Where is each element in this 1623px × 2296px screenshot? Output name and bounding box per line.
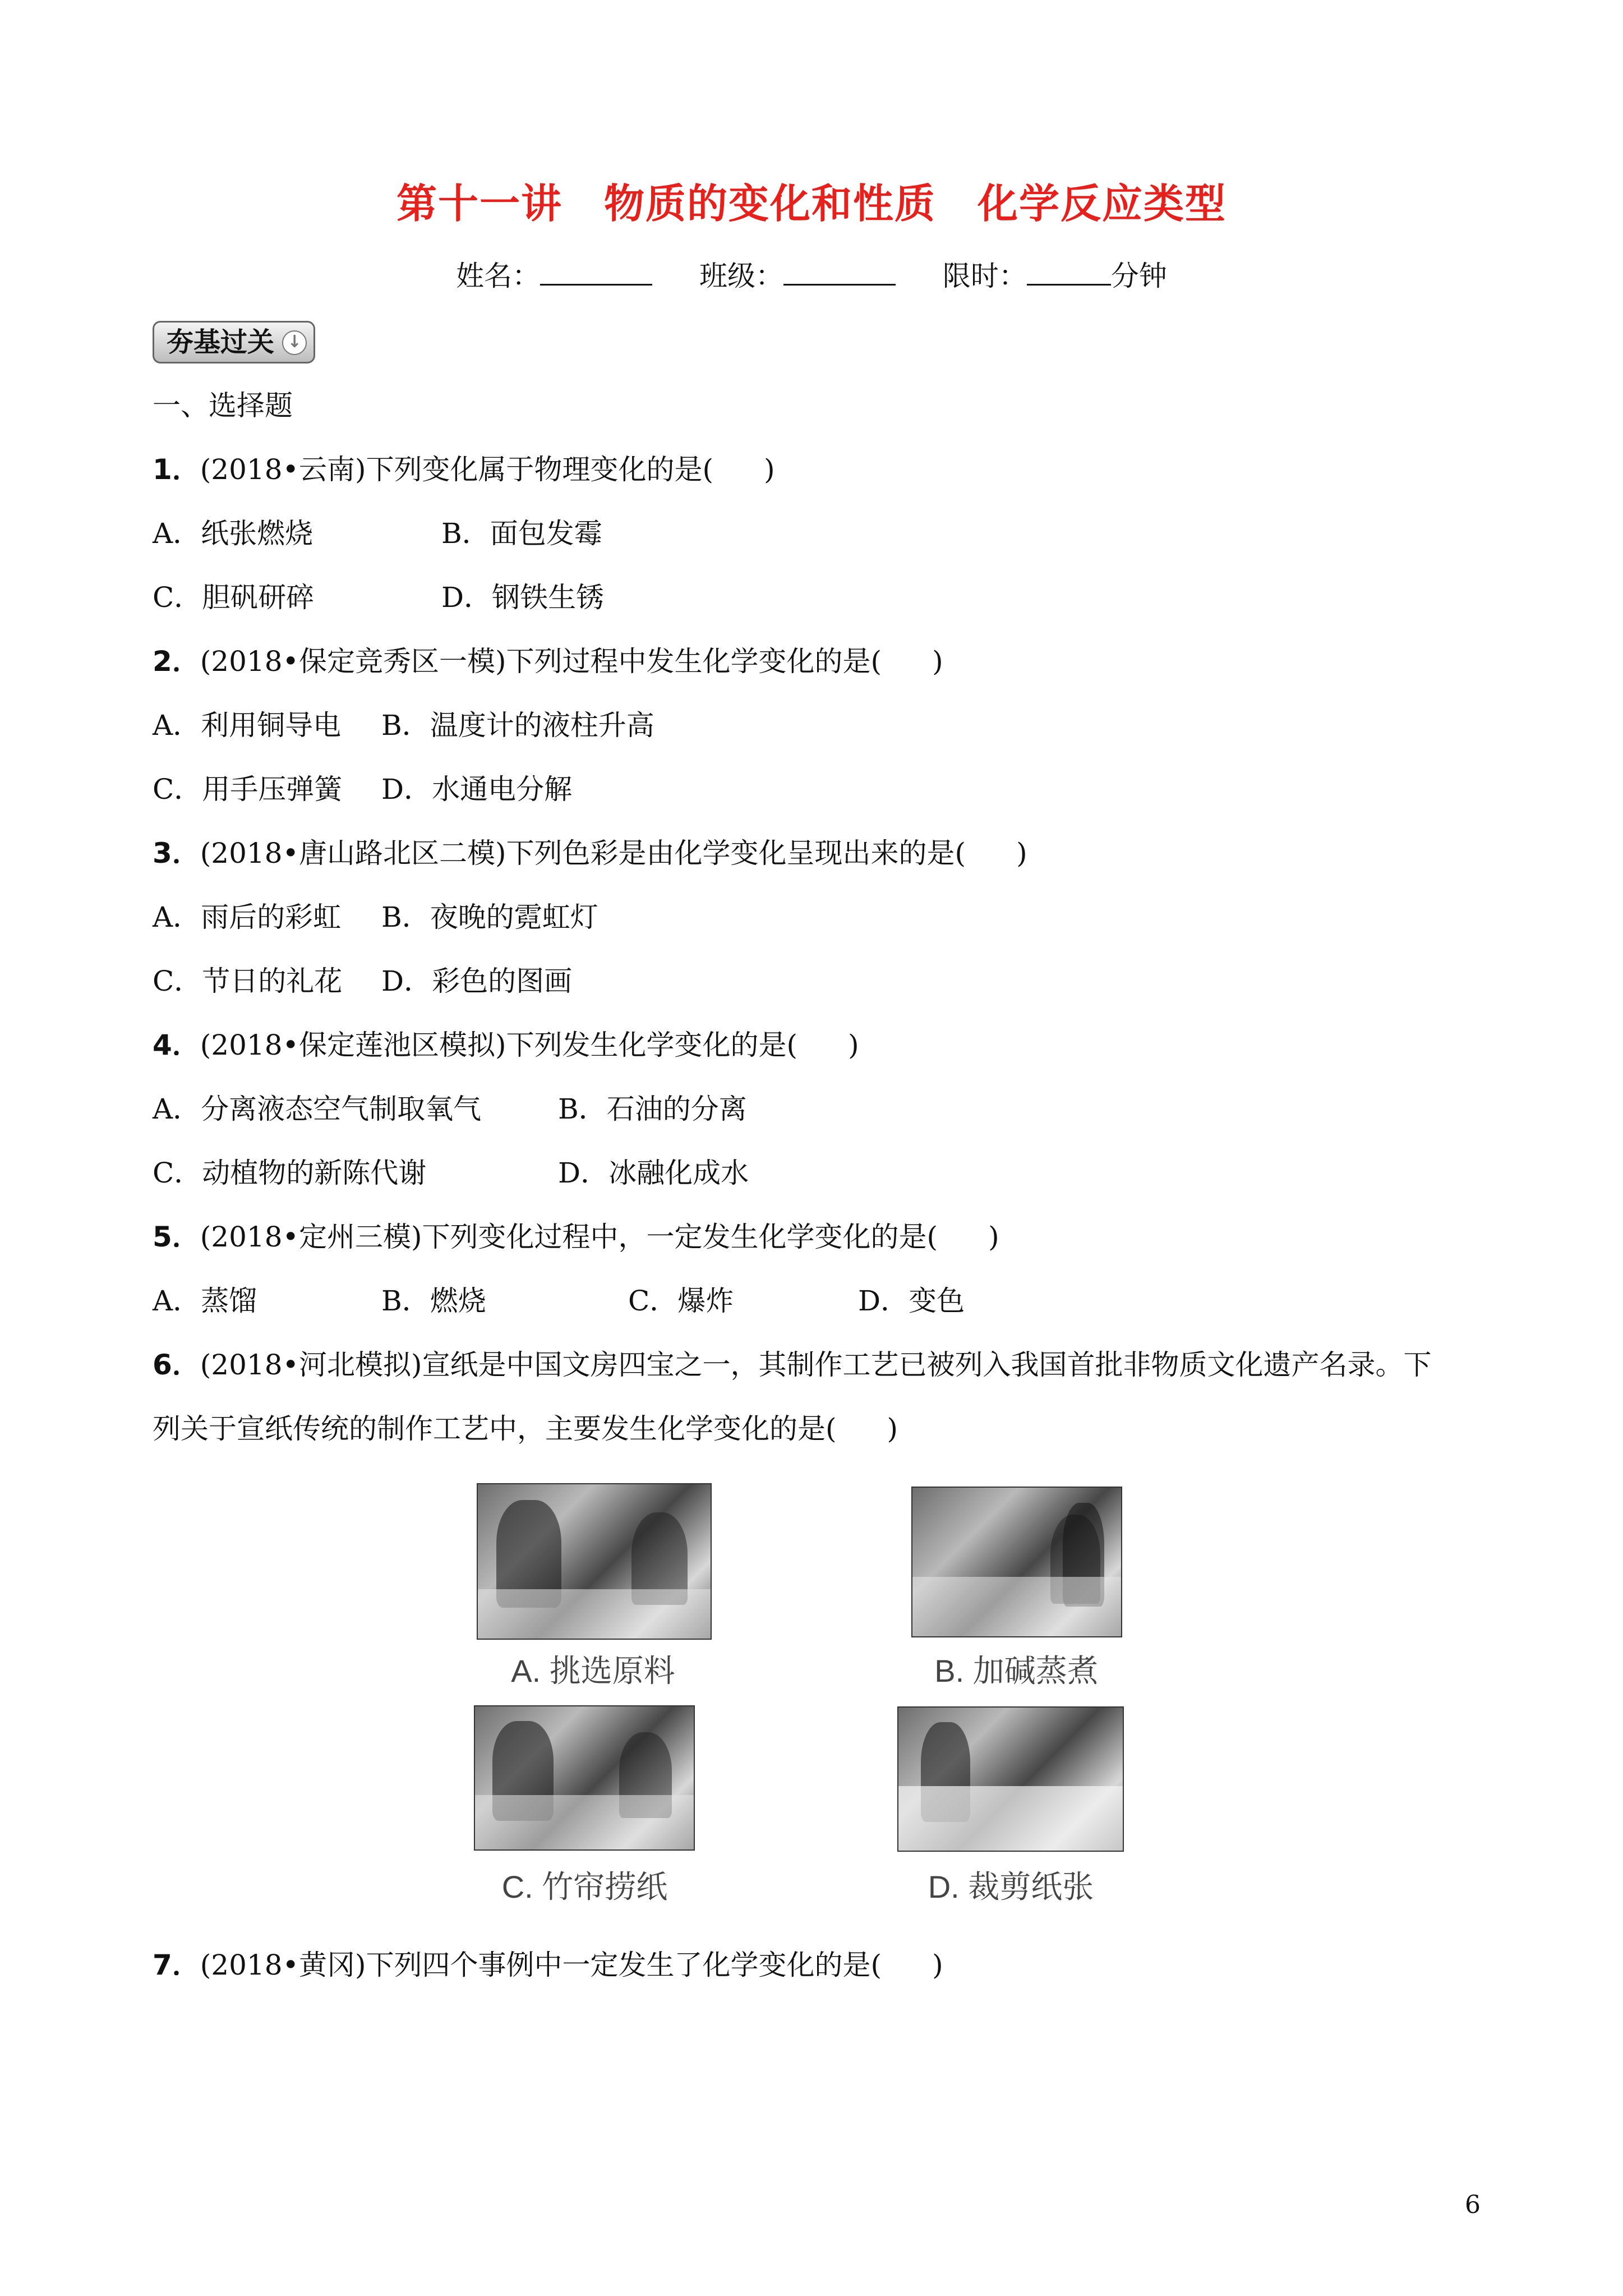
question-number: 1．: [153, 453, 200, 486]
question-number: 5．: [153, 1221, 200, 1253]
time-field[interactable]: [943, 260, 1167, 292]
question-number: 7．: [153, 1949, 200, 1981]
time-blank[interactable]: [1027, 258, 1111, 286]
image-caption-a: A. 挑选原料: [511, 1653, 675, 1688]
name-field[interactable]: [456, 260, 652, 292]
photo-cutting-paper[interactable]: [897, 1706, 1124, 1852]
option-d[interactable]: D．彩色的图画: [381, 965, 573, 997]
question-3: 3．(2018•唐山路北区二模)下列色彩是由化学变化呈现出来的是( ): [153, 837, 1027, 869]
question-stem: 宣纸是中国文房四宝之一，其制作工艺已被列入我国首批非物质文化遗产名录。下: [422, 1349, 1432, 1381]
photo-selecting-materials[interactable]: [477, 1483, 712, 1640]
option-a[interactable]: A．蒸馏: [153, 1285, 257, 1317]
option-b[interactable]: B．夜晚的霓虹灯: [381, 901, 598, 933]
image-caption-b: B. 加碱蒸煮: [934, 1653, 1099, 1688]
name-label: 姓名：: [456, 260, 541, 292]
question-1: 1．(2018•云南)下列变化属于物理变化的是( ): [153, 453, 775, 486]
option-a[interactable]: A．分离液态空气制取氧气: [153, 1093, 482, 1125]
question-stem: 下列发生化学变化的是(: [506, 1029, 798, 1061]
option-c[interactable]: C．动植物的新陈代谢: [153, 1157, 427, 1189]
section-badge: [153, 321, 315, 364]
question-5: 5．(2018•定州三模)下列变化过程中，一定发生化学变化的是( ): [153, 1221, 999, 1253]
question-source: (2018•定州三模): [200, 1221, 422, 1253]
class-field[interactable]: [699, 260, 896, 292]
option-d[interactable]: D．变色: [858, 1285, 965, 1317]
option-d[interactable]: D．水通电分解: [381, 773, 573, 806]
option-b[interactable]: B．面包发霉: [441, 517, 602, 550]
photo-alkali-boiling[interactable]: [911, 1487, 1122, 1637]
option-c[interactable]: C．用手压弹簧: [153, 773, 343, 806]
option-a[interactable]: A．纸张燃烧: [153, 517, 313, 550]
option-c[interactable]: C．节日的礼花: [153, 965, 343, 997]
option-b[interactable]: B．燃烧: [381, 1285, 486, 1317]
question-source: (2018•河北模拟): [200, 1349, 422, 1381]
question-6-continued: 列关于宣纸传统的制作工艺中，主要发生化学变化的是( ): [153, 1412, 898, 1445]
page-title: 第十一讲 物质的变化和性质 化学反应类型: [396, 180, 1227, 227]
option-b[interactable]: B．石油的分离: [558, 1093, 747, 1125]
question-stem: 下列变化属于物理变化的是(: [366, 453, 714, 486]
question-number: 6．: [153, 1349, 200, 1381]
question-number: 4．: [153, 1029, 200, 1061]
question-stem: 下列变化过程中，一定发生化学变化的是(: [422, 1221, 938, 1253]
time-unit: 分钟: [1110, 260, 1167, 292]
question-6: [153, 1342, 1432, 1383]
question-source: (2018•黄冈): [200, 1949, 366, 1981]
option-b[interactable]: B．温度计的液柱升高: [381, 709, 654, 742]
option-d[interactable]: D．冰融化成水: [558, 1157, 749, 1189]
student-info: [0, 254, 1623, 294]
option-d[interactable]: D．钢铁生锈: [441, 581, 605, 614]
question-source: (2018•唐山路北区二模): [200, 837, 506, 869]
question-2: 2．(2018•保定竞秀区一模)下列过程中发生化学变化的是( ): [153, 645, 943, 678]
question-stem: 下列色彩是由化学变化呈现出来的是(: [506, 837, 966, 869]
question-stem: 下列过程中发生化学变化的是(: [506, 645, 882, 678]
option-a[interactable]: A．雨后的彩虹: [153, 901, 342, 933]
question-number: 3．: [153, 837, 200, 869]
arrow-down-icon: ↓: [282, 330, 307, 355]
question-stem: 下列四个事例中一定发生了化学变化的是(: [366, 1949, 882, 1981]
photo-bamboo-screen[interactable]: [474, 1705, 695, 1851]
option-a[interactable]: A．利用铜导电: [153, 709, 342, 742]
class-blank[interactable]: [783, 258, 896, 286]
section-badge-label: 夯基过关: [167, 326, 275, 358]
question-source: (2018•云南): [200, 453, 366, 486]
name-blank[interactable]: [540, 258, 652, 286]
section-heading: 一、选择题: [153, 389, 293, 422]
question-source: (2018•保定竞秀区一模): [200, 645, 506, 678]
question-7: 7．(2018•黄冈)下列四个事例中一定发生了化学变化的是( ): [153, 1949, 943, 1981]
page-number: 6: [1465, 2191, 1481, 2219]
question-stem-continued: 列关于宣纸传统的制作工艺中，主要发生化学变化的是(: [153, 1412, 837, 1445]
image-caption-c: C. 竹帘捞纸: [501, 1869, 668, 1904]
image-caption-d: D. 裁剪纸张: [928, 1869, 1094, 1904]
question-4: 4．(2018•保定莲池区模拟)下列发生化学变化的是( ): [153, 1029, 859, 1061]
time-label: 限时：: [942, 260, 1027, 292]
question-source: (2018•保定莲池区模拟): [200, 1029, 506, 1061]
question-number: 2．: [153, 645, 200, 678]
class-label: 班级：: [699, 260, 783, 292]
option-c[interactable]: C．胆矾研碎: [153, 581, 315, 614]
option-c[interactable]: C．爆炸: [628, 1285, 734, 1317]
